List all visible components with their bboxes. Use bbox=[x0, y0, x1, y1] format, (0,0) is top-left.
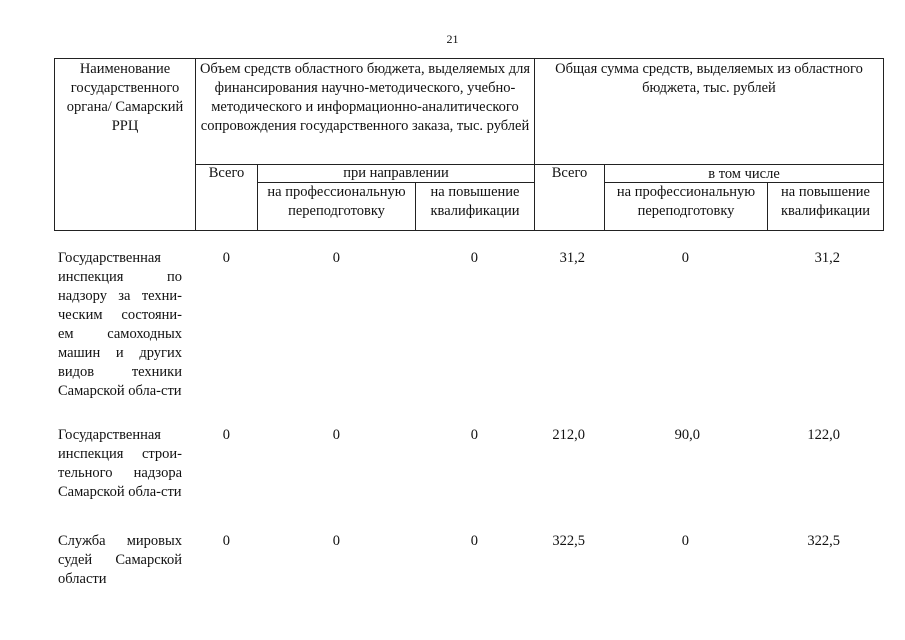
border-right bbox=[883, 58, 884, 231]
row-name: Служба мировых судей Самарской области bbox=[58, 533, 182, 587]
row-value-total2: 212,0 bbox=[552, 427, 585, 443]
header-col-name: Наименование государственного органа/ Самарский РРЦ bbox=[66, 61, 184, 134]
row-value-qual1: 0 bbox=[470, 427, 478, 443]
divider-name bbox=[195, 58, 196, 231]
header-qual-raising-1: на повышение квалификации bbox=[430, 184, 520, 219]
header-qual-raising-2: на повышение квалификации bbox=[781, 184, 870, 219]
border-top bbox=[54, 58, 884, 59]
header-prof-retraining-2: на профессиональную переподготовку bbox=[616, 184, 756, 219]
header-prof-retraining-1: на профессиональную переподготовку bbox=[267, 184, 406, 219]
header-sub1-title: при направлении bbox=[343, 165, 449, 181]
row-value-qual2: 31,2 bbox=[814, 250, 840, 266]
header-group1-title: Объем средств областного бюджета, выделяемых для финансирования научно-методического, учебно-методического и информационно-аналитического сопровождения государственного заказа, тыс. рублей bbox=[199, 61, 531, 134]
border-left bbox=[54, 58, 55, 231]
header-total2: Всего bbox=[551, 165, 588, 181]
row-value-prof2: 90,0 bbox=[674, 427, 700, 443]
row-name: Государственная инспекция по надзору за техни-ческим состояни-ем самоходных машин и других видов техники Самарской обла-сти bbox=[58, 250, 182, 399]
row-value-qual1: 0 bbox=[470, 250, 478, 266]
row-value-prof1: 0 bbox=[332, 427, 340, 443]
row-value-total1: 0 bbox=[222, 533, 230, 549]
row-name: Государственная инспекция строи-тельного надзора Самарской обла-сти bbox=[58, 427, 182, 500]
row-value-total2: 322,5 bbox=[552, 533, 585, 549]
page-number: 21 bbox=[446, 32, 459, 46]
border-bottom bbox=[54, 230, 884, 231]
row-value-qual1: 0 bbox=[470, 533, 478, 549]
row-value-total2: 31,2 bbox=[559, 250, 585, 266]
row-value-qual2: 322,5 bbox=[807, 533, 840, 549]
header-group2-title: Общая сумма средств, выделяемых из областного бюджета, тыс. рублей bbox=[555, 61, 863, 96]
row-value-prof2: 0 bbox=[681, 250, 689, 266]
header-total1: Всего bbox=[208, 165, 245, 181]
row-value-total1: 0 bbox=[222, 250, 230, 266]
row-value-qual2: 122,0 bbox=[807, 427, 840, 443]
row-value-prof2: 0 bbox=[681, 533, 689, 549]
row-value-prof1: 0 bbox=[332, 533, 340, 549]
header-sub2-title: в том числе bbox=[708, 166, 780, 182]
row-value-prof1: 0 bbox=[332, 250, 340, 266]
divider-groups bbox=[534, 58, 535, 231]
row-value-total1: 0 bbox=[222, 427, 230, 443]
table-header bbox=[54, 58, 884, 231]
